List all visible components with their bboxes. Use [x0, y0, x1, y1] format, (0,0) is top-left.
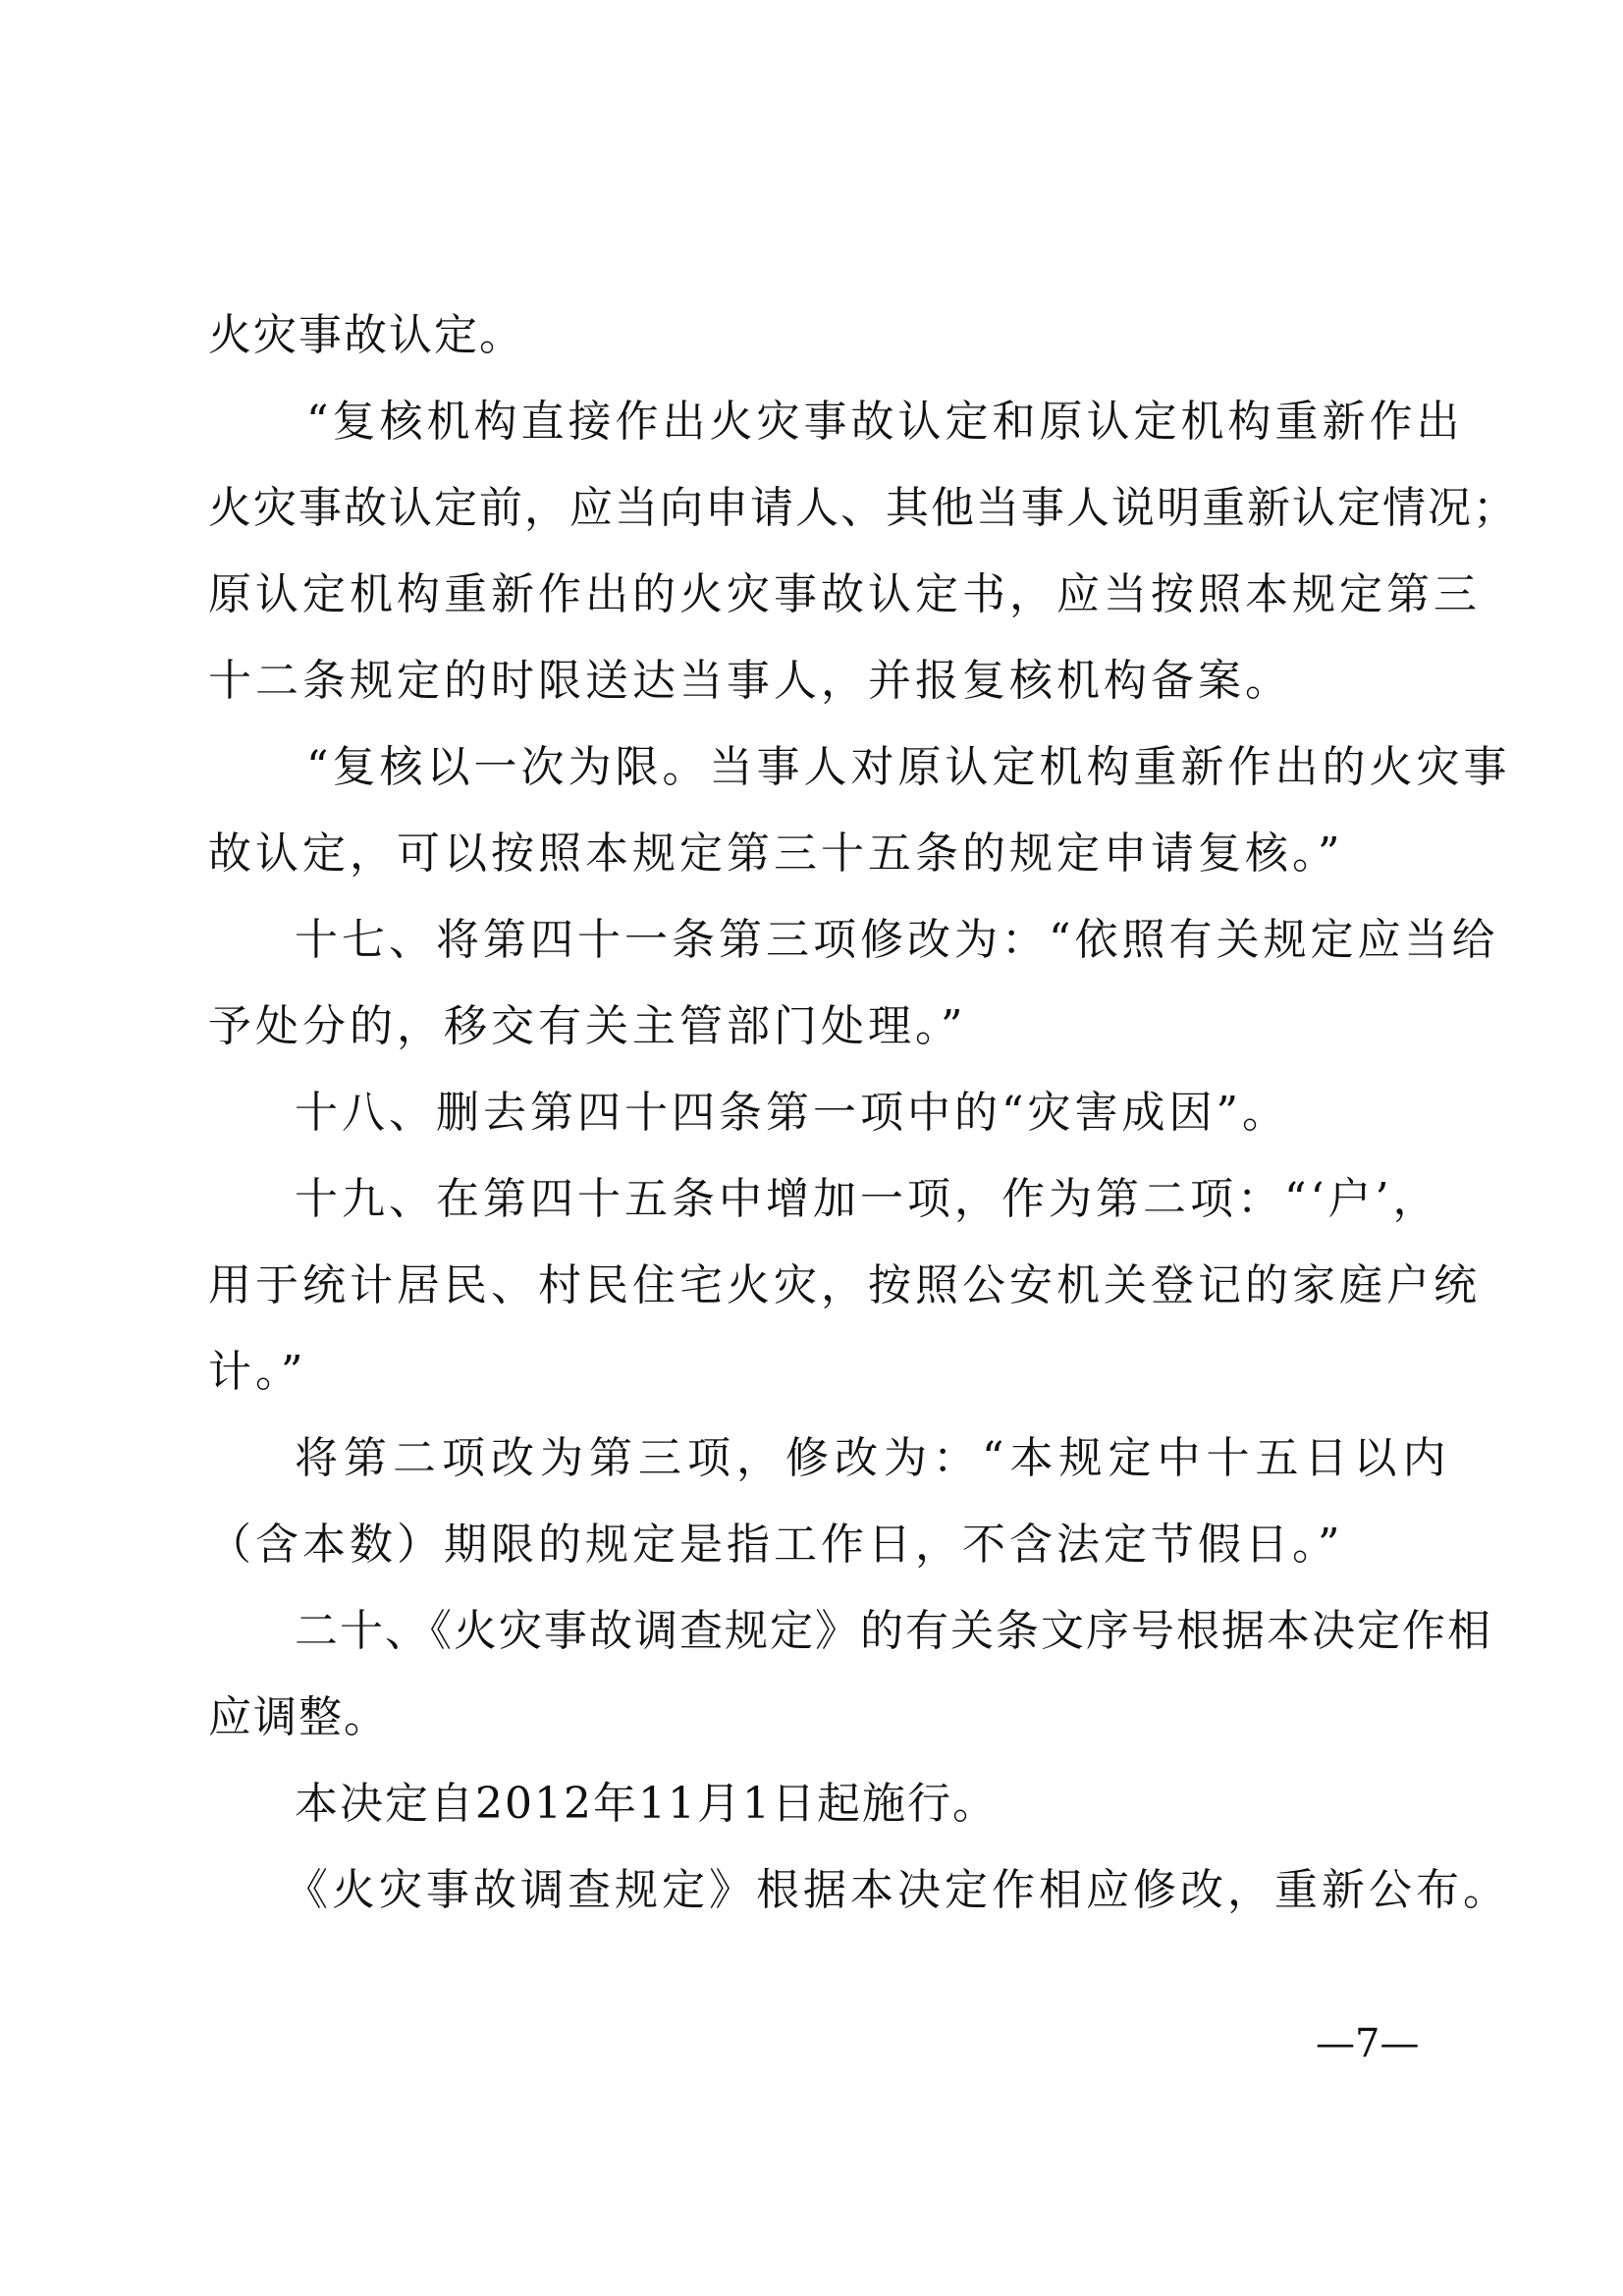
text-line: 应调整。 [208, 1692, 389, 1742]
text-line: 十九、在第四十五条中增加一项，作为第二项：“‘户’， [295, 1174, 1440, 1224]
text-line: 将第二项改为第三项，修改为：“本规定中十五日以内 [295, 1433, 1452, 1483]
text-line: （含本数）期限的规定是指工作日，不含法定节假日。” [208, 1520, 1344, 1570]
page-number: —7— [1316, 2021, 1420, 2066]
text-line: “复核以一次为限。当事人对原认定机构重新作出的火灾事 [306, 742, 1511, 792]
text-line: 《火灾事故调查规定》根据本决定作相应修改，重新公布。 [285, 1865, 1510, 1915]
text-line: 十二条规定的时限送达当事人，并报复核机构备案。 [208, 656, 1292, 706]
text-line: “复核机构直接作出火灾事故认定和原认定机构重新作出 [306, 397, 1464, 447]
text-line: 二十、《火灾事故调查规定》的有关条文序号根据本决定作相 [295, 1606, 1492, 1656]
text-line: 十七、将第四十一条第三项修改为：“依照有关规定应当给 [295, 915, 1499, 965]
text-line: 本决定自2012年11月1日起施行。 [295, 1779, 998, 1829]
text-line: 火灾事故认定前，应当向申请人、其他当事人说明重新认定情况； [208, 483, 1518, 533]
text-line: 故认定，可以按照本规定第三十五条的规定申请复核。” [208, 828, 1344, 879]
text-line: 用于统计居民、村民住宅火灾，按照公安机关登记的家庭户统 [208, 1260, 1481, 1310]
text-line: 火灾事故认定。 [208, 310, 524, 360]
text-line: 予处分的，移交有关主管部门处理。” [208, 1001, 967, 1051]
text-line: 十八、删去第四十四条第一项中的“灾害成因”。 [295, 1088, 1289, 1138]
text-line: 计。” [208, 1347, 307, 1397]
text-line: 原认定机构重新作出的火灾事故认定书，应当按照本规定第三 [208, 569, 1481, 619]
